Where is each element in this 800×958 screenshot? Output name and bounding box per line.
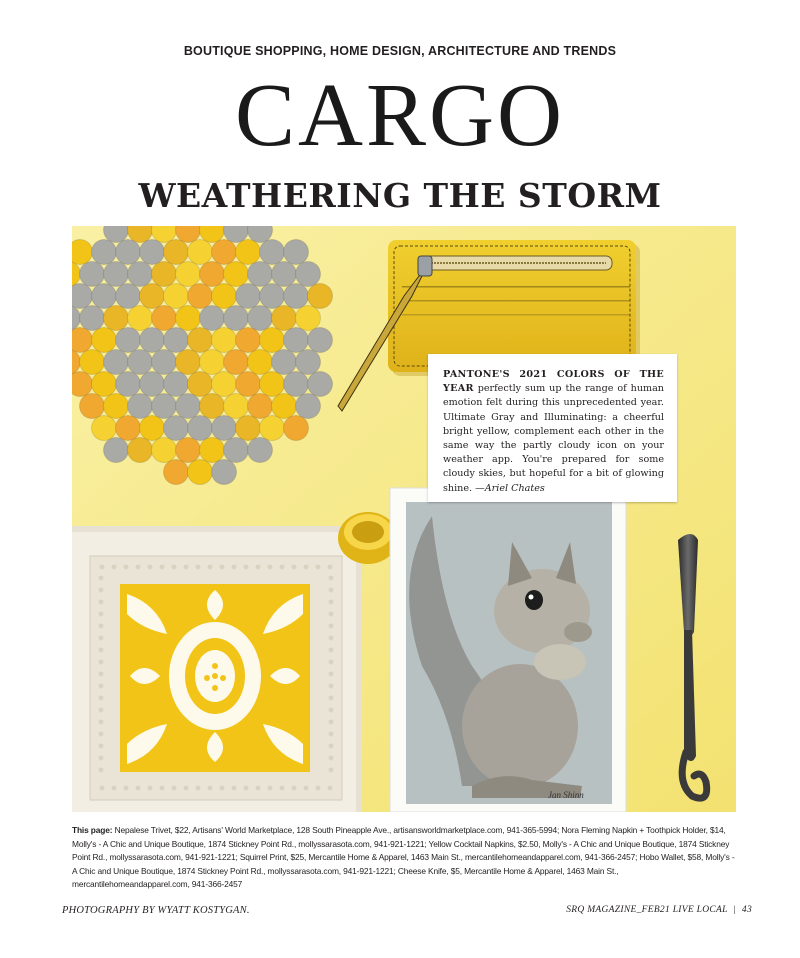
napkin-tray <box>72 526 362 812</box>
tray-bead <box>329 648 334 653</box>
felt-ball <box>176 438 201 463</box>
tray-bead <box>268 565 273 570</box>
tray-bead <box>172 565 177 570</box>
toothpick-holder <box>338 512 398 564</box>
felt-ball <box>212 328 237 353</box>
felt-ball <box>188 372 213 397</box>
felt-ball <box>140 416 165 441</box>
feature-lead: PANTONE'S 2021 COLORS OF THE YEAR <box>443 369 664 395</box>
felt-ball <box>72 284 93 309</box>
felt-ball <box>296 394 321 419</box>
felt-ball <box>284 284 309 309</box>
felt-ball <box>80 306 105 331</box>
folio-separator: | <box>733 905 736 915</box>
tray-bead <box>328 565 333 570</box>
zipper-pull-icon <box>418 256 432 276</box>
felt-ball <box>72 240 93 265</box>
tray-bead <box>124 786 129 791</box>
caption-text: Nepalese Trivet, $22, Artisans' World Marketplace, 128 South Pineapple Ave., artisansworldmarketplace.com, 941-365-5994; Nora Fleming Napkin + Toothpick Holder, $14, Molly's - A Chic and Unique Boutique, 1874 Stickney Point Rd., mollyssarasota.com, 941-921-1221; Yellow Cocktail Napkins, $2.50, Molly's - A Chic and Unique Boutique, 1874 Stickney Point Rd., mollyssarasota.com, 941-921-1221; Squirrel Print, $25, Mercantile Home & Apparel, 1463 Main St., mercantilehomeandapparel.com, 941-366-2457; Hobo Wallet, $58, Molly's - A Chic and Unique Boutique, 1874 Stickney Point Rd., mollyssarasota.com, 941-921-1221; Cheese Knife, $5, Mercantile Home & Apparel, 1463 Main St., mercantilehomeandapparel.com, 941-366-2457 <box>72 825 735 890</box>
artist-signature: Jan Shinn <box>548 790 584 800</box>
kicker: BOUTIQUE SHOPPING, HOME DESIGN, ARCHITECTURE AND TRENDS <box>183 44 617 58</box>
tray-bead <box>329 732 334 737</box>
felt-ball <box>260 284 285 309</box>
tray-bead <box>329 588 334 593</box>
tray-bead <box>208 786 213 791</box>
felt-ball <box>176 394 201 419</box>
felt-ball <box>200 262 225 287</box>
felt-ball <box>212 372 237 397</box>
felt-ball <box>200 350 225 375</box>
tray-bead <box>196 565 201 570</box>
tray-bead <box>184 786 189 791</box>
felt-ball <box>152 306 177 331</box>
page-headline: WEATHERING THE STORM <box>138 176 662 215</box>
tray-bead <box>329 624 334 629</box>
tray-bead <box>99 600 104 605</box>
feature-text-box <box>428 354 677 502</box>
felt-ball <box>224 438 249 463</box>
tray-bead <box>292 786 297 791</box>
felt-ball <box>296 262 321 287</box>
tray-bead <box>99 576 104 581</box>
tray-bead <box>112 565 117 570</box>
tray-bead <box>328 786 333 791</box>
tray-bead <box>232 565 237 570</box>
tray-bead <box>316 786 321 791</box>
felt-ball <box>164 328 189 353</box>
felt-ball <box>92 416 117 441</box>
tray-bead <box>256 786 261 791</box>
product-photo <box>72 226 736 812</box>
felt-ball <box>200 306 225 331</box>
felt-ball <box>284 328 309 353</box>
tray-bead <box>99 744 104 749</box>
tray-bead <box>329 756 334 761</box>
tray-bead <box>232 786 237 791</box>
felt-ball <box>72 328 93 353</box>
felt-ball <box>308 328 333 353</box>
felt-ball <box>248 350 273 375</box>
tray-bead <box>100 786 105 791</box>
felt-ball <box>116 284 141 309</box>
felt-ball <box>272 350 297 375</box>
felt-ball <box>92 240 117 265</box>
felt-ball <box>272 306 297 331</box>
tray-bead <box>329 768 334 773</box>
felt-ball <box>128 438 153 463</box>
tray-bead <box>280 786 285 791</box>
page-number: 43 <box>741 905 752 915</box>
felt-ball <box>152 438 177 463</box>
masthead-title: CARGO <box>234 66 566 165</box>
felt-ball <box>212 284 237 309</box>
felt-ball <box>116 328 141 353</box>
felt-ball <box>116 372 141 397</box>
folio <box>566 905 752 915</box>
felt-ball <box>296 350 321 375</box>
felt-ball <box>212 460 237 485</box>
felt-ball <box>104 438 129 463</box>
felt-ball <box>164 460 189 485</box>
tray-bead <box>329 636 334 641</box>
felt-ball <box>188 284 213 309</box>
felt-ball <box>128 262 153 287</box>
caption-label: This page: <box>72 825 113 835</box>
felt-ball <box>236 240 261 265</box>
felt-ball <box>176 306 201 331</box>
felt-ball <box>284 372 309 397</box>
felt-ball <box>104 262 129 287</box>
felt-ball <box>224 350 249 375</box>
tray-bead <box>329 576 334 581</box>
tray-bead <box>136 786 141 791</box>
felt-ball <box>308 372 333 397</box>
tray-bead <box>99 660 104 665</box>
tray-bead <box>99 624 104 629</box>
tray-bead <box>329 744 334 749</box>
felt-ball <box>116 416 141 441</box>
tray-bead <box>136 565 141 570</box>
felt-ball <box>188 416 213 441</box>
felt-ball <box>212 240 237 265</box>
felt-ball <box>140 372 165 397</box>
felt-ball <box>236 328 261 353</box>
tray-bead <box>196 786 201 791</box>
felt-ball <box>80 350 105 375</box>
felt-ball <box>164 240 189 265</box>
tray-bead <box>99 696 104 701</box>
tray-bead <box>244 565 249 570</box>
photo-caption <box>72 824 736 892</box>
felt-ball <box>248 438 273 463</box>
tray-bead <box>280 565 285 570</box>
tray-bead <box>148 786 153 791</box>
felt-ball <box>128 350 153 375</box>
felt-ball <box>200 438 225 463</box>
tray-bead <box>304 786 309 791</box>
felt-ball <box>284 240 309 265</box>
tray-bead <box>316 565 321 570</box>
felt-ball <box>248 306 273 331</box>
felt-ball <box>236 372 261 397</box>
felt-ball <box>260 372 285 397</box>
tray-bead <box>160 565 165 570</box>
tray-bead <box>160 786 165 791</box>
tray-bead <box>329 600 334 605</box>
felt-ball <box>80 262 105 287</box>
felt-ball <box>236 416 261 441</box>
felt-ball <box>152 262 177 287</box>
tray-bead <box>220 786 225 791</box>
felt-ball <box>164 284 189 309</box>
felt-ball <box>284 416 309 441</box>
tray-bead <box>329 708 334 713</box>
felt-ball <box>152 394 177 419</box>
tray-bead <box>184 565 189 570</box>
tray-bead <box>329 720 334 725</box>
felt-ball <box>224 394 249 419</box>
tray-bead <box>208 565 213 570</box>
publication-name: SRQ MAGAZINE_FEB21 LIVE LOCAL <box>566 905 728 915</box>
felt-ball <box>248 262 273 287</box>
tray-bead <box>99 768 104 773</box>
felt-ball <box>188 460 213 485</box>
tray-bead <box>99 732 104 737</box>
tray-bead <box>268 786 273 791</box>
felt-ball <box>200 394 225 419</box>
tray-bead <box>329 612 334 617</box>
tray-bead <box>329 672 334 677</box>
felt-ball <box>140 328 165 353</box>
felt-ball <box>140 240 165 265</box>
tray-bead <box>256 565 261 570</box>
tray-bead <box>99 636 104 641</box>
felt-ball <box>164 372 189 397</box>
tray-bead <box>329 696 334 701</box>
tray-bead <box>329 660 334 665</box>
felt-ball <box>224 262 249 287</box>
tray-bead <box>220 565 225 570</box>
tray-bead <box>148 565 153 570</box>
felt-ball <box>260 328 285 353</box>
felt-ball <box>212 416 237 441</box>
tray-bead <box>292 565 297 570</box>
felt-ball <box>176 262 201 287</box>
felt-ball <box>272 394 297 419</box>
feature-body: perfectly sum up the range of human emotion felt during this unprecedented year. Ultimate Gray and Illuminating: a cheerful bright yellow, complement each other in the same way the partly cloudy icon on your weather app. You're prepared for some cloudy skies, but hopeful for a bit of glowing shine. — <box>443 383 664 494</box>
felt-ball <box>128 306 153 331</box>
tray-bead <box>99 672 104 677</box>
felt-ball <box>92 328 117 353</box>
tray-bead <box>99 588 104 593</box>
felt-ball <box>140 284 165 309</box>
tray-bead <box>124 565 129 570</box>
felt-ball <box>104 350 129 375</box>
tray-bead <box>100 565 105 570</box>
felt-ball <box>296 306 321 331</box>
photo-credit: PHOTOGRAPHY BY WYATT KOSTYGAN. <box>62 905 250 916</box>
felt-ball <box>116 240 141 265</box>
squirrel-print <box>390 488 626 812</box>
felt-ball <box>224 306 249 331</box>
felt-ball <box>248 394 273 419</box>
felt-ball <box>260 240 285 265</box>
felt-ball <box>260 416 285 441</box>
tray-bead <box>99 756 104 761</box>
felt-ball <box>272 262 297 287</box>
tray-bead <box>99 612 104 617</box>
felt-ball <box>164 416 189 441</box>
felt-ball <box>188 328 213 353</box>
tray-bead <box>329 684 334 689</box>
felt-ball <box>80 394 105 419</box>
felt-ball <box>152 350 177 375</box>
feature-byline: Ariel Chates <box>484 482 545 494</box>
felt-ball <box>72 372 93 397</box>
felt-ball <box>188 240 213 265</box>
felt-ball <box>236 284 261 309</box>
tray-bead <box>99 684 104 689</box>
felt-ball <box>92 284 117 309</box>
tray-bead <box>99 708 104 713</box>
felt-ball <box>92 372 117 397</box>
felt-ball <box>104 306 129 331</box>
tray-bead <box>99 720 104 725</box>
tray-bead <box>99 648 104 653</box>
felt-ball <box>104 394 129 419</box>
tray-bead <box>244 786 249 791</box>
felt-ball <box>308 284 333 309</box>
tray-bead <box>304 565 309 570</box>
tray-bead <box>112 786 117 791</box>
felt-ball <box>128 394 153 419</box>
tray-bead <box>172 786 177 791</box>
felt-ball <box>176 350 201 375</box>
